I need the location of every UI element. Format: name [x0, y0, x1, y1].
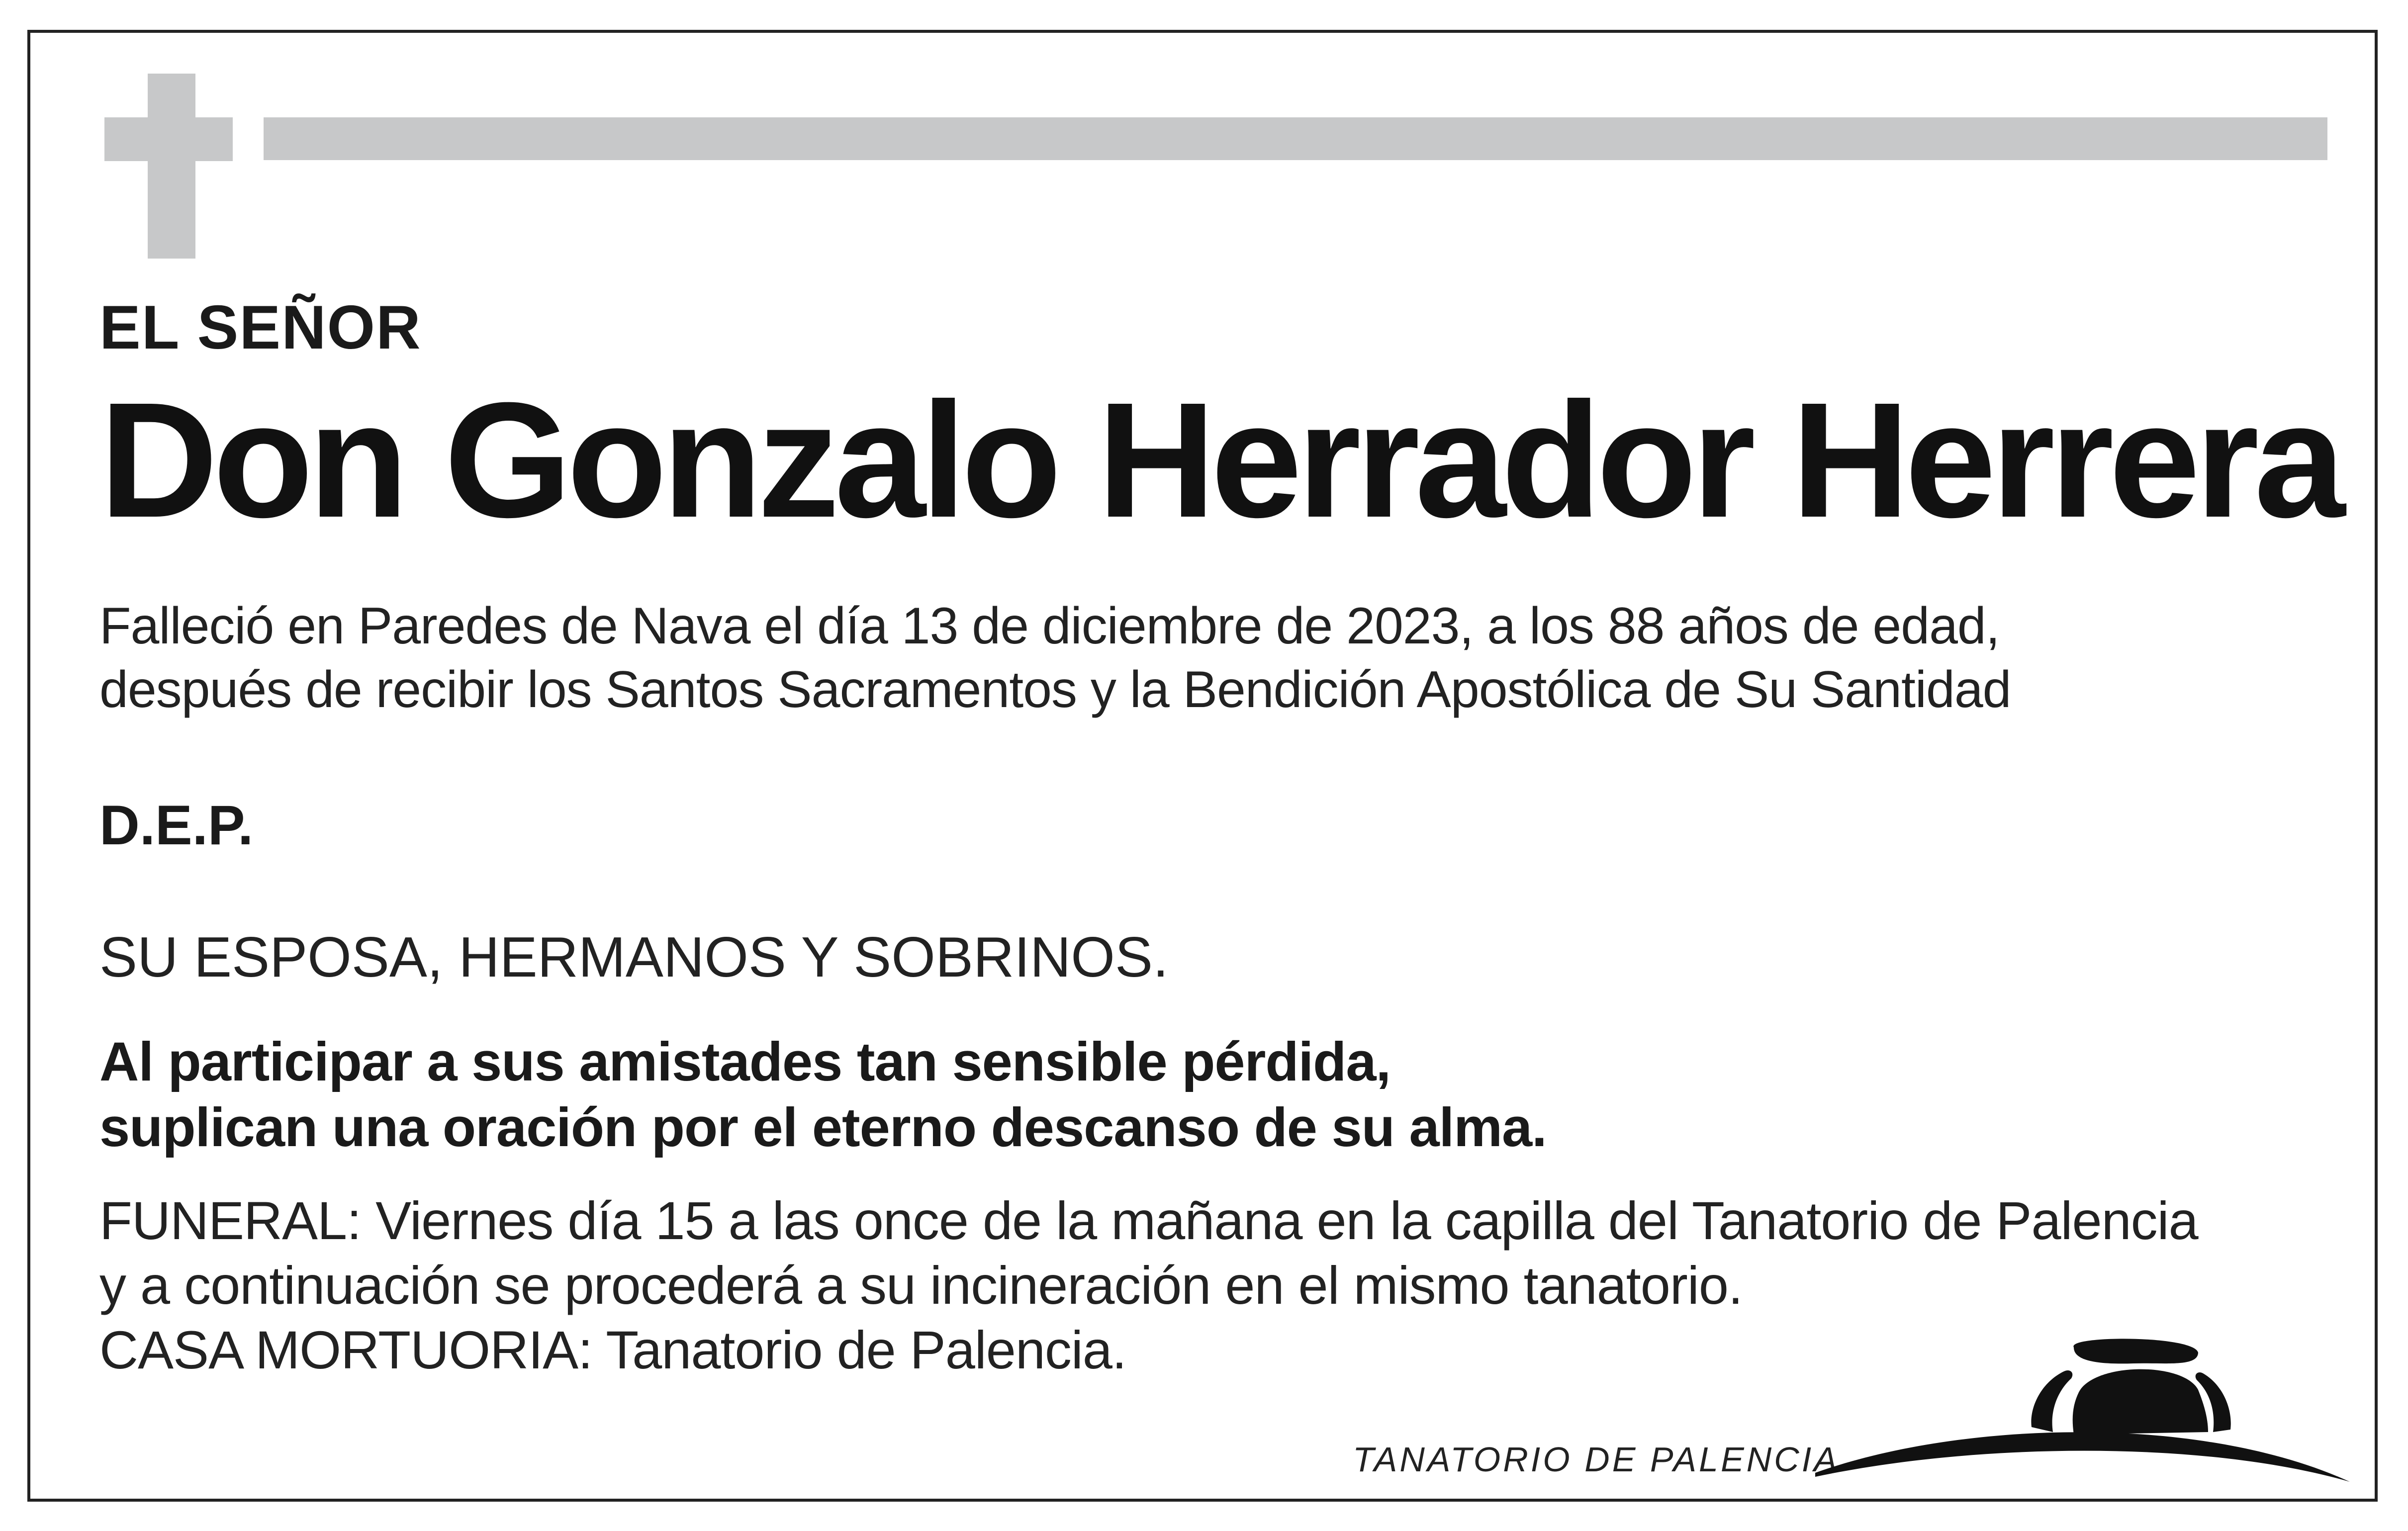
funeral-home-name: TANATORIO DE PALENCIA: [1353, 1440, 1840, 1479]
deceased-name: Don Gonzalo Herrador Herrera: [99, 368, 2341, 551]
tanatorio-dome-logo-icon: [1815, 1333, 2352, 1502]
death-announcement: [99, 594, 2011, 721]
announcement-line: después de recibir los Santos Sacramentos y la Bendición Apostólica de Su Santidad: [99, 661, 2011, 719]
header-rule: [264, 117, 2327, 160]
family-line: SU ESPOSA, HERMANOS Y SOBRINOS.: [99, 926, 1169, 989]
prayer-request: [99, 1029, 1547, 1161]
funeral-line: FUNERAL: Viernes día 15 a las once de la mañana en la capilla del Tanatorio de Palencia: [99, 1190, 2198, 1251]
honorific-title: EL SEÑOR: [99, 293, 422, 362]
dep-label: D.E.P.: [99, 794, 254, 856]
announcement-line: Falleció en Paredes de Nava el día 13 de diciembre de 2023, a los 88 años de edad,: [99, 597, 2000, 655]
cross-horizontal-bar: [104, 117, 233, 161]
prayer-line: Al participar a sus amistades tan sensible pérdida,: [99, 1031, 1391, 1092]
prayer-line: suplican una oración por el eterno descanso de su alma.: [99, 1097, 1547, 1158]
funeral-line: CASA MORTUORIA: Tanatorio de Palencia.: [99, 1320, 1126, 1380]
cross-vertical-bar: [148, 74, 195, 259]
funeral-line: y a continuación se procederá a su incineración en el mismo tanatorio.: [99, 1255, 1743, 1315]
